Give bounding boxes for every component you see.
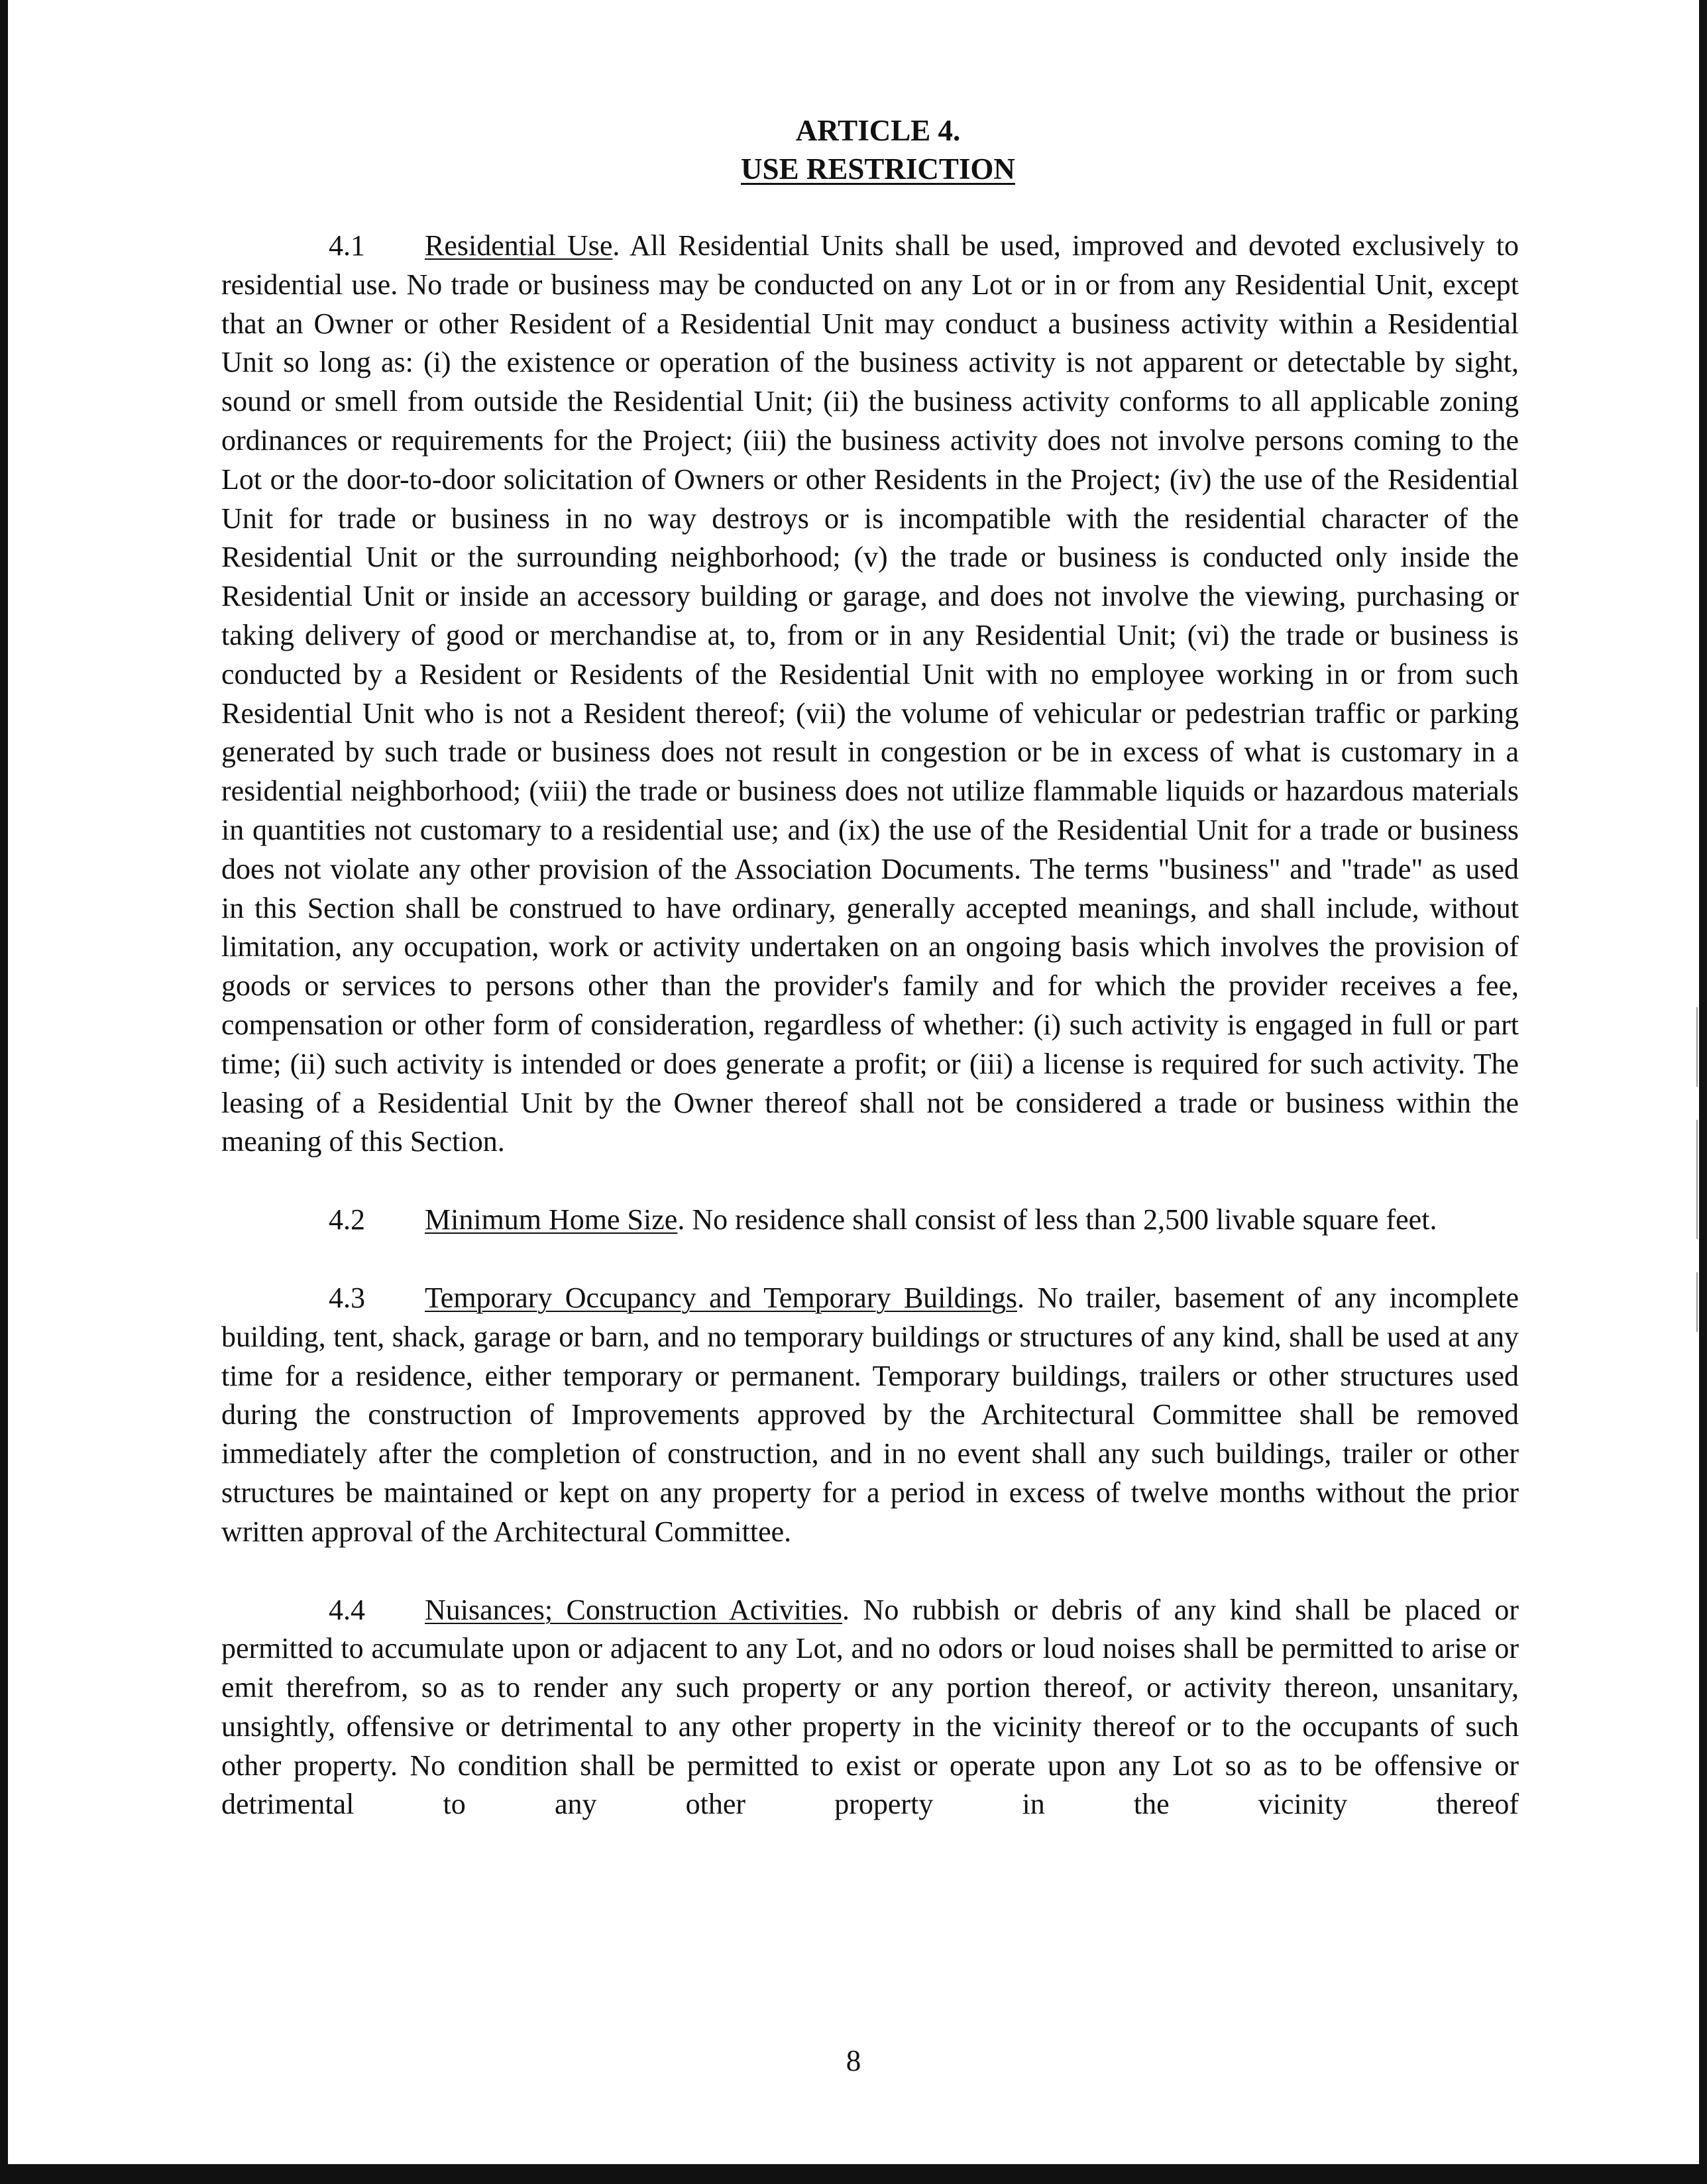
section-number: 4.1 bbox=[329, 229, 365, 262]
scan-edge-mark bbox=[1696, 1120, 1698, 1239]
page-number: 8 bbox=[846, 2044, 861, 2077]
section-heading: Residential Use bbox=[425, 229, 613, 262]
section-body: . No residence shall consist of less than 2,500 livable square feet. bbox=[677, 1203, 1437, 1236]
section-heading: Nuisances; Construction Activities bbox=[425, 1593, 843, 1626]
section-heading: Temporary Occupancy and Temporary Buildings bbox=[425, 1281, 1017, 1314]
section-number: 4.2 bbox=[329, 1203, 365, 1236]
section-4-2 bbox=[221, 1201, 1519, 1240]
section-body: . All Residential Units shall be used, improved and devoted exclusively to residential use. No trade or business may be conducted on any Lot or in or from any Residential Unit, except that an Owner or other Resident of a Residential Unit may conduct a business activity within a Residential Unit so long as: (i) the existence or operation of the business activity is not apparent or detectable by sight, sound or smell from outside the Residential Unit; (ii) the business activity conforms to all applicable zoning ordinances or requirements for the Project; (iii) the business activity does not involve persons coming to the Lot or the door-to-door solicitation of Owners or other Residents in the Project; (iv) the use of the Residential Unit for trade or business in no way destroys or is incompatible with the residential character of the Residential Unit or the surrounding neighborhood; (v) the trade or business is conducted only inside the Residential Unit or inside an accessory building or garage, and does not involve the viewing, purchasing or taking delivery of good or merchandise at, to, from or in any Residential Unit; (vi) the trade or business is conducted by a Resident or Residents of the Residential Unit with no employee working in or from such Residential Unit who is not a Resident thereof; (vii) the volume of vehicular or pedestrian traffic or parking generated by such trade or business does not result in congestion or be in excess of what is customary in a residential neighborhood; (viii) the trade or business does not utilize flammable liquids or hazardous materials in quantities not customary to a residential use; and (ix) the use of the Residential Unit for a trade or business does not violate any other provision of the Association Documents. The terms "business" and "trade" as used in this Section shall be construed to have ordinary, generally accepted meanings, and shall include, without limitation, any occupation, work or activity undertaken on an ongoing basis which involves the provision of goods or services to persons other than the provider's family and for which the provider receives a fee, compensation or other form of consideration, regardless of whether: (i) such activity is engaged in full or part time; (ii) such activity is intended or does generate a profit; or (iii) a license is required for such activity. The leasing of a Residential Unit by the Owner thereof shall not be considered a trade or business within the meaning of this Section. bbox=[221, 229, 1519, 1158]
section-number: 4.3 bbox=[329, 1281, 365, 1314]
section-body: . No trailer, basement of any incomplete building, tent, shack, garage or barn, and no temporary buildings or structures of any kind, shall be used at any time for a residence, either temporary or permanent. Temporary buildings, trailers or other structures used during the construction of Improvements approved by the Architectural Committee shall be removed immediately after the completion of construction, and in no event shall any such buildings, trailer or other structures be maintained or kept on any property for a period in excess of twelve months without the prior written approval of the Architectural Committee. bbox=[221, 1281, 1519, 1548]
article-title: USE RESTRICTION bbox=[741, 152, 1015, 186]
document-page bbox=[8, 0, 1699, 2164]
section-body: . No rubbish or debris of any kind shall be placed or permitted to accumulate upon or adjacent to any Lot, and no odors or loud noises shall be permitted to arise or emit therefrom, so as to render any such property or any portion thereof, or activity thereon, unsanitary, unsightly, offensive or detrimental to any other property in the vicinity thereof or to the occupants of such other property. No condition shall be permitted to exist or operate upon any Lot so as to be offensive or detrimental to any other property in the vicinity thereof bbox=[221, 1593, 1519, 1821]
section-4-1 bbox=[221, 227, 1519, 1162]
article-heading bbox=[237, 111, 1519, 188]
scan-edge-mark bbox=[1696, 1272, 1698, 1332]
scan-edge-mark bbox=[1696, 1007, 1698, 1087]
page-content bbox=[221, 111, 1519, 1824]
article-number: ARTICLE 4. bbox=[795, 114, 961, 147]
section-4-4 bbox=[221, 1591, 1519, 1825]
section-number: 4.4 bbox=[329, 1593, 365, 1626]
section-4-3 bbox=[221, 1279, 1519, 1552]
section-heading: Minimum Home Size bbox=[425, 1203, 678, 1236]
